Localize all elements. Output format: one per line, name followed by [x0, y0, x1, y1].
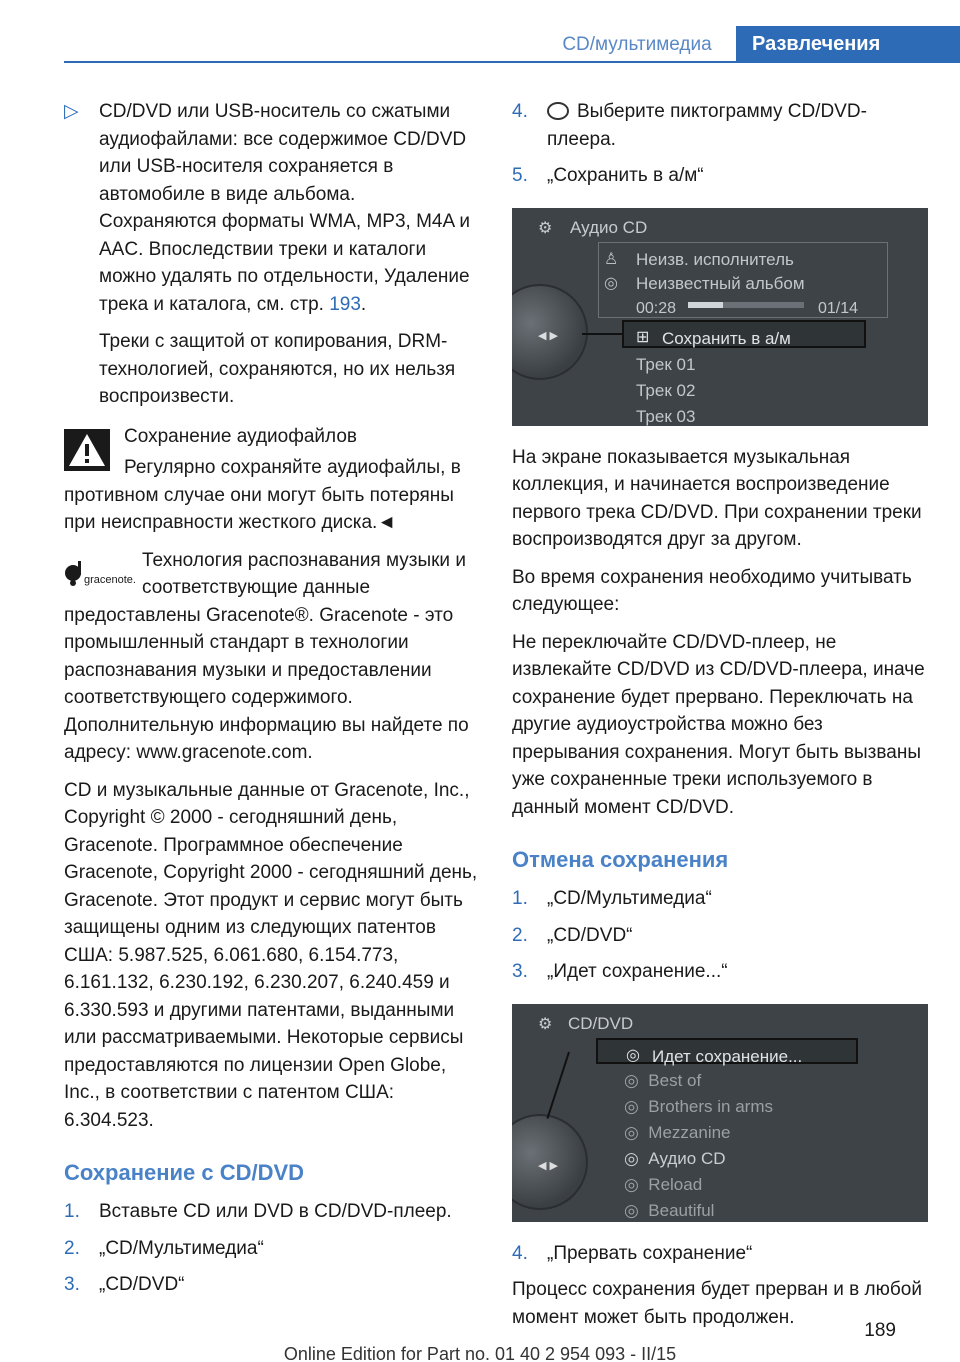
screen-title: CD/DVD — [568, 1013, 634, 1033]
artist-label: Неизв. исполнитель — [636, 249, 794, 269]
paragraph-collection: На экране показывается музыкальная коллекция, и начинается воспроизведение первого трека CD/DVD. При сохранении треки воспроизводятся друг за другом. — [512, 446, 922, 550]
settings-icon: ⚙ — [538, 219, 553, 237]
copyright-text: CD и музыкальные данные от Gracenote, Inc., Copyright © 2000 - сегодняшний день, Gracenote. Программное обеспечение Gracenote, Copyright 2000 - сегодняшний день, Gracenote. Этот продукт и сервис могут быть защищены одним из следующих патентов США: 5.987.525, 6.061.680, 6.154.773, 6.161.132, 6.230.192, 6.230.207, 6.240.459 и 6.330.593 и другими патентами, выданными или рассматриваемыми. Некоторые сервисы предоставляются по лицензии Open Globe, Inc., в соответствии с патентом США: 6.304.523. — [64, 779, 478, 1131]
disc-icon: ◎ — [624, 1122, 639, 1142]
track-row[interactable]: Трек 02 — [636, 380, 696, 400]
warning-note — [64, 423, 478, 537]
progress-track — [688, 302, 804, 308]
screen-title: Аудио CD — [570, 217, 648, 237]
pointer-line — [582, 333, 622, 335]
disc-icon: ◎ — [624, 1174, 639, 1194]
list-item: 3. „CD/DVD“ — [64, 1274, 185, 1295]
cd-player-icon — [547, 102, 569, 120]
screen-audio-cd — [512, 208, 928, 426]
album-item[interactable]: ◎ Аудио CD — [624, 1148, 726, 1168]
steps-cancel-list — [512, 885, 928, 986]
disc-icon: ◎ — [604, 274, 618, 292]
paragraph-compressed-files: ▷ CD/DVD или USB-носитель со сжатыми аудиофайлами: все содержимое CD/DVD или USB-носителя сохраняется в автомобиле в виде альбома. Сохраняются форматы WMA, MP3, M4A и AAC. Впоследствии треки и каталоги можно удалять по отдельности, Удаление трека и каталога, см. стр. 193. — [64, 98, 478, 318]
track-count: 01/14 — [818, 299, 859, 317]
track-row[interactable]: Трек 01 — [636, 354, 696, 374]
album-item[interactable]: ◎ Best of — [624, 1070, 702, 1090]
progress-fill — [688, 302, 723, 308]
page-header — [0, 0, 960, 62]
disc-icon: ◎ — [626, 1046, 640, 1064]
warning-text: Регулярно сохраняйте аудиофайлы, в противном случае они могут быть потеряны при неисправности жесткого диска.◄ — [64, 457, 461, 533]
gracenote-note — [64, 547, 478, 767]
controller-knob[interactable]: ◀ ▶ — [512, 284, 588, 380]
save-to-car-highlight[interactable]: ⊞ Сохранить в а/м — [622, 320, 866, 348]
warning-title: Сохранение аудиофайлов — [124, 425, 357, 447]
time-label: 00:28 — [636, 299, 677, 317]
left-column — [64, 98, 478, 1308]
list-item: 2. „CD/Мультимедиа“ — [64, 1237, 264, 1259]
heading-cancel-save: Отмена сохранения — [512, 847, 729, 872]
disc-icon: ◎ — [624, 1070, 639, 1090]
controller-knob[interactable]: ◀ ▶ — [512, 1114, 588, 1210]
list-item: 2. „CD/DVD“ — [512, 924, 633, 946]
pointer-line — [546, 1051, 570, 1118]
album-item[interactable]: ◎ Brothers in arms — [624, 1096, 773, 1116]
list-item: 1. „CD/Мультимедиа“ — [512, 888, 712, 909]
list-item: 4. Выберите пиктограмму CD/DVD-плеера. — [512, 101, 867, 150]
triangle-bullet-icon: ▷ — [64, 101, 79, 122]
save-icon: ⊞ — [636, 328, 650, 346]
album-item[interactable]: ◎ Beautiful — [624, 1200, 715, 1220]
track-row[interactable]: Трек 03 — [636, 406, 696, 426]
album-item[interactable]: ◎ Mezzanine — [624, 1122, 731, 1142]
gracenote-logo-icon: gracenote. — [64, 559, 128, 587]
heading-save-cd: Сохранение с CD/DVD — [64, 1160, 305, 1185]
album-label: Неизвестный альбом — [636, 273, 805, 293]
page-link[interactable]: 193 — [329, 293, 361, 315]
header-rule — [64, 61, 960, 63]
edition-line: Online Edition for Part no. 01 40 2 954 093 - II/15 — [283, 1344, 677, 1362]
list-item: 1. Вставьте CD или DVD в CD/DVD-плеер. — [64, 1201, 452, 1222]
gracenote-text: Технология распознавания музыки и соответствующие данные предоставлены Gracenote®. Gracenote - это промышленный стандарт в технологии распознавания музыки и предоставлении соответствующего содержимого. Дополнительную информацию вы найдете по адресу: www.gracenote.com. — [64, 549, 469, 763]
chapter-tab: Развлечения — [736, 26, 960, 62]
right-column — [512, 98, 928, 1341]
screen-cd-dvd — [512, 1004, 928, 1222]
paragraph-note: Во время сохранения необходимо учитывать следующее: — [512, 566, 912, 615]
album-item[interactable]: ◎ Reload — [624, 1174, 703, 1194]
disc-icon: ◎ — [624, 1096, 639, 1116]
list-item: 3. „Идет сохранение...“ — [512, 961, 728, 982]
steps-save-list — [64, 1198, 478, 1299]
paragraph-cancel-result: Процесс сохранения будет прерван и в любой момент может быть продолжен. — [512, 1279, 922, 1328]
person-icon: ♙ — [604, 250, 619, 268]
list-item: 5. „Сохранить в а/м“ — [512, 165, 704, 186]
section-title: CD/мультимедиа — [562, 34, 712, 55]
page-number: 189 — [864, 1320, 896, 1341]
warning-icon — [64, 429, 110, 471]
paragraph-drm: Треки с защитой от копирования, DRM-технологией, сохраняются, но их нельзя воспроизвести. — [99, 331, 456, 407]
disc-icon: ◎ — [624, 1200, 639, 1220]
disc-icon: ◎ — [624, 1148, 639, 1168]
settings-icon: ⚙ — [538, 1015, 553, 1033]
list-item: 4. „Прервать сохранение“ — [512, 1242, 753, 1264]
saving-highlight[interactable]: ◎ Идет сохранение... — [596, 1038, 858, 1064]
paragraph-warning: Не переключайте CD/DVD-плеер, не извлекайте CD/DVD из CD/DVD-плеера, иначе сохранение будет прервано. Переключать на другие аудиоустройства можно без прерывания сохранения. Могут быть вызваны уже сохраненные треки используемого в данный момент CD/DVD. — [512, 631, 925, 818]
page-footer — [0, 1310, 960, 1362]
